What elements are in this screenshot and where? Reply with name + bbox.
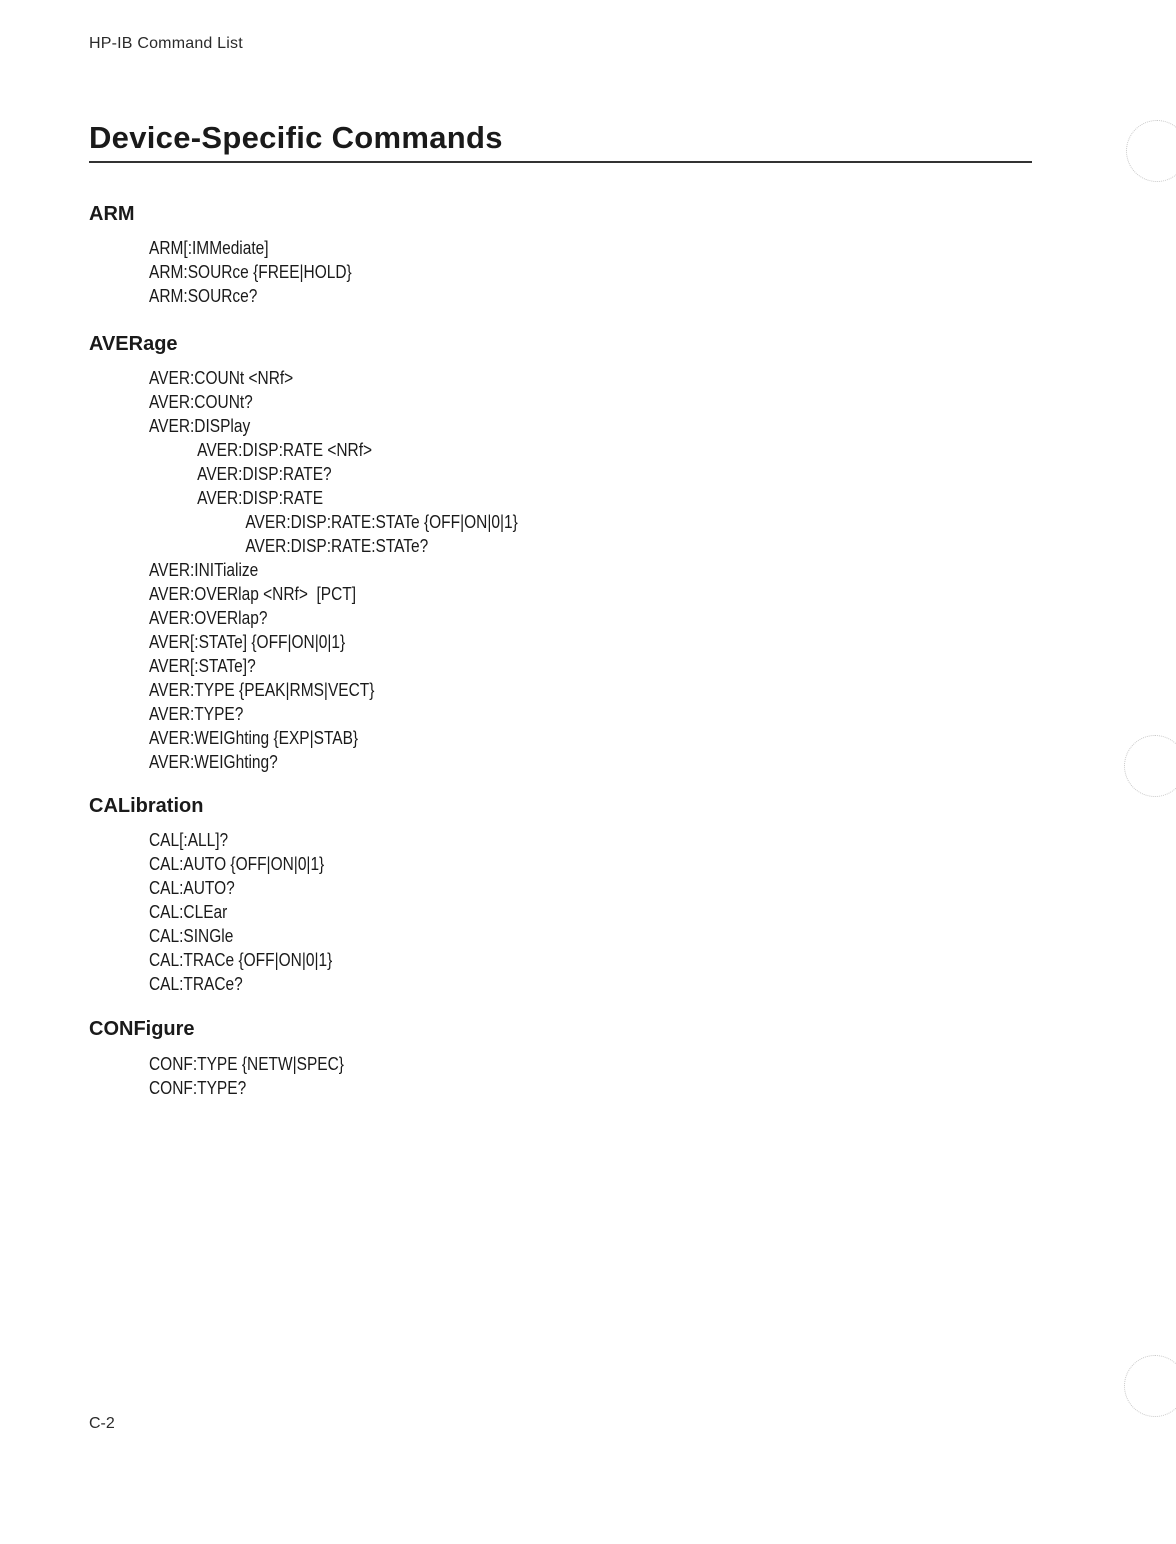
command-list-average [149, 366, 578, 774]
command-line: ARM[:IMMediate] [149, 238, 269, 258]
command-line: CAL:AUTO? [149, 878, 235, 898]
section-heading-calibration: CALibration [89, 795, 204, 817]
punch-hole [1124, 1355, 1176, 1417]
command-line: AVER:OVERlap <NRf> [PCT] [149, 584, 357, 604]
command-line: AVER:DISP:RATE <NRf> [197, 440, 373, 460]
command-line: AVER:COUNt? [149, 392, 253, 412]
command-line: CAL[:ALL]? [149, 830, 229, 850]
command-line: AVER:OVERlap? [149, 608, 268, 628]
command-list-configure [149, 1052, 376, 1100]
command-line: AVER[:STATe] {OFF|ON|0|1} [149, 632, 346, 652]
command-line: AVER:TYPE? [149, 704, 244, 724]
command-line: CAL:AUTO {OFF|ON|0|1} [149, 854, 325, 874]
section-heading-average: AVERage [89, 333, 178, 355]
command-line: AVER:COUNt <NRf> [149, 368, 294, 388]
command-line: AVER:TYPE {PEAK|RMS|VECT} [149, 680, 375, 700]
command-line: AVER:DISP:RATE? [197, 464, 332, 484]
command-line: CAL:TRACe? [149, 974, 243, 994]
punch-hole [1126, 120, 1176, 182]
section-heading-configure: CONFigure [89, 1018, 195, 1040]
punch-hole [1124, 735, 1176, 797]
command-line: AVER:WEIGhting? [149, 752, 278, 772]
command-line: ARM:SOURce {FREE|HOLD} [149, 262, 352, 282]
title-rule [89, 161, 1032, 163]
command-line: ARM:SOURce? [149, 286, 258, 306]
page-number: C-2 [89, 1415, 115, 1432]
command-line: AVER:DISPlay [149, 416, 251, 436]
command-list-arm [149, 236, 385, 308]
command-line: CONF:TYPE {NETW|SPEC} [149, 1054, 344, 1074]
section-heading-arm: ARM [89, 203, 135, 225]
command-line: AVER:DISP:RATE [197, 488, 324, 508]
command-line: CAL:SINGle [149, 926, 234, 946]
command-line: AVER:DISP:RATE:STATe? [245, 536, 429, 556]
command-line: AVER:INITialize [149, 560, 259, 580]
page-title: Device-Specific Commands [89, 120, 503, 155]
command-line: CAL:TRACe {OFF|ON|0|1} [149, 950, 333, 970]
command-list-calibration [149, 828, 362, 996]
running-header: HP-IB Command List [89, 35, 243, 52]
command-line: AVER:DISP:RATE:STATe {OFF|ON|0|1} [245, 512, 518, 532]
command-line: AVER:WEIGhting {EXP|STAB} [149, 728, 359, 748]
command-line: CONF:TYPE? [149, 1078, 247, 1098]
command-line: AVER[:STATe]? [149, 656, 256, 676]
command-line: CAL:CLEar [149, 902, 228, 922]
